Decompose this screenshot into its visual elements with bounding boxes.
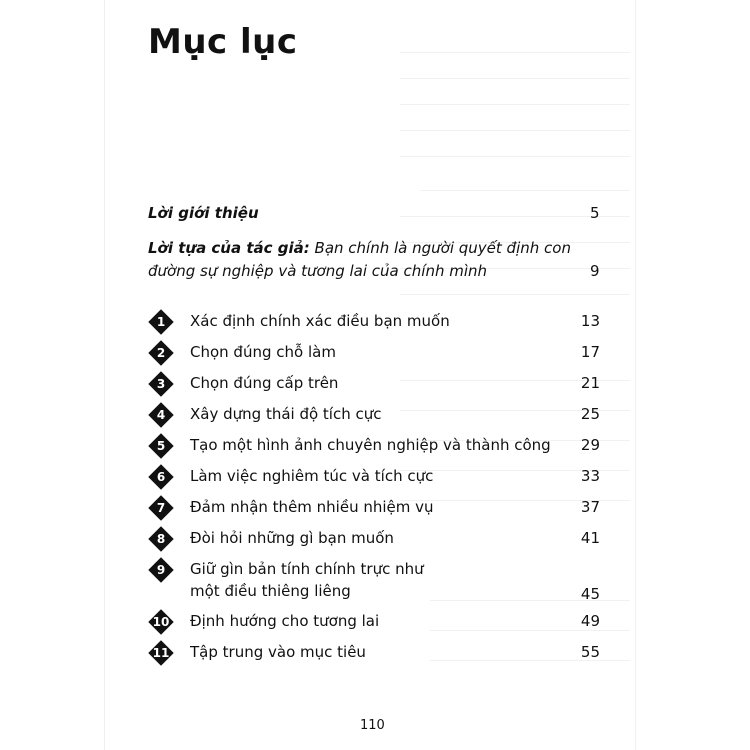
chapter-number-diamond — [148, 340, 174, 366]
toc-chapter-row — [148, 557, 600, 609]
chapter-title: Chọn đúng cấp trên — [190, 374, 339, 392]
chapter-number: 11 — [152, 646, 170, 660]
chapter-page: 17 — [580, 343, 600, 361]
chapter-page: 33 — [580, 467, 600, 485]
page-number: 110 — [360, 718, 385, 733]
chapter-page: 25 — [580, 405, 600, 423]
chapter-number-diamond — [148, 402, 174, 428]
chapter-title: Chọn đúng chỗ làm — [190, 343, 336, 361]
chapter-page: 49 — [580, 612, 600, 630]
chapter-page: 37 — [580, 498, 600, 516]
chapter-number: 5 — [156, 439, 166, 453]
chapter-title: Định hướng cho tương lai — [190, 612, 380, 630]
toc-chapter-row — [148, 464, 600, 490]
toc-preface-line2: đường sự nghiệp và tương lai của chính mình — [148, 262, 488, 280]
chapter-number: 8 — [156, 532, 166, 546]
toc-intro-page: 5 — [590, 204, 600, 222]
chapter-number-diamond — [148, 495, 174, 521]
chapter-title: Tạo một hình ảnh chuyên nghiệp và thành công — [190, 436, 551, 454]
chapter-number: 7 — [156, 501, 166, 515]
chapter-number-diamond — [148, 609, 174, 635]
toc-chapter-row — [148, 640, 600, 666]
chapter-number-diamond — [148, 309, 174, 335]
chapter-number: 3 — [156, 377, 166, 391]
chapter-number-diamond — [148, 557, 174, 583]
toc-chapter-row — [148, 495, 600, 521]
toc-chapter-row — [148, 609, 600, 635]
toc-preface-label-bold: Lời tựa của tác giả: — [148, 239, 310, 257]
chapter-title: Đảm nhận thêm nhiều nhiệm vụ — [190, 498, 434, 516]
chapter-page: 45 — [580, 585, 600, 603]
chapter-title-line2: một điều thiêng liêng — [190, 582, 351, 600]
toc-preface-label-rest: Bạn chính là người quyết định con — [314, 239, 571, 257]
chapter-page: 29 — [580, 436, 600, 454]
chapter-number: 2 — [156, 346, 166, 360]
chapter-title: Giữ gìn bản tính chính trực như — [190, 560, 424, 578]
toc-chapter-row — [148, 433, 600, 459]
chapter-number-diamond — [148, 433, 174, 459]
toc-intro-label: Lời giới thiệu — [148, 204, 259, 222]
chapter-number-diamond — [148, 464, 174, 490]
chapter-title: Xác định chính xác điều bạn muốn — [190, 312, 450, 330]
page-title: Mục lục — [148, 22, 298, 62]
chapter-title: Xây dựng thái độ tích cực — [190, 405, 382, 423]
toc-preface-page: 9 — [590, 262, 600, 280]
chapter-number-diamond — [148, 640, 174, 666]
chapter-number: 9 — [156, 563, 166, 577]
chapter-number-diamond — [148, 371, 174, 397]
chapter-page: 41 — [580, 529, 600, 547]
toc-chapter-row — [148, 309, 600, 335]
toc-chapter-row — [148, 402, 600, 428]
chapter-page: 55 — [580, 643, 600, 661]
toc-chapter-row — [148, 371, 600, 397]
toc-preface-line1 — [148, 239, 571, 257]
chapter-number: 6 — [156, 470, 166, 484]
chapter-number: 1 — [156, 315, 166, 329]
chapter-page: 21 — [580, 374, 600, 392]
chapter-title: Làm việc nghiêm túc và tích cực — [190, 467, 434, 485]
chapter-number: 10 — [152, 615, 170, 629]
toc-chapter-row — [148, 526, 600, 552]
chapter-number-diamond — [148, 526, 174, 552]
chapter-title: Đòi hỏi những gì bạn muốn — [190, 529, 394, 547]
toc-chapter-row — [148, 340, 600, 366]
chapter-number: 4 — [156, 408, 166, 422]
chapter-title: Tập trung vào mục tiêu — [190, 643, 366, 661]
chapter-page: 13 — [580, 312, 600, 330]
